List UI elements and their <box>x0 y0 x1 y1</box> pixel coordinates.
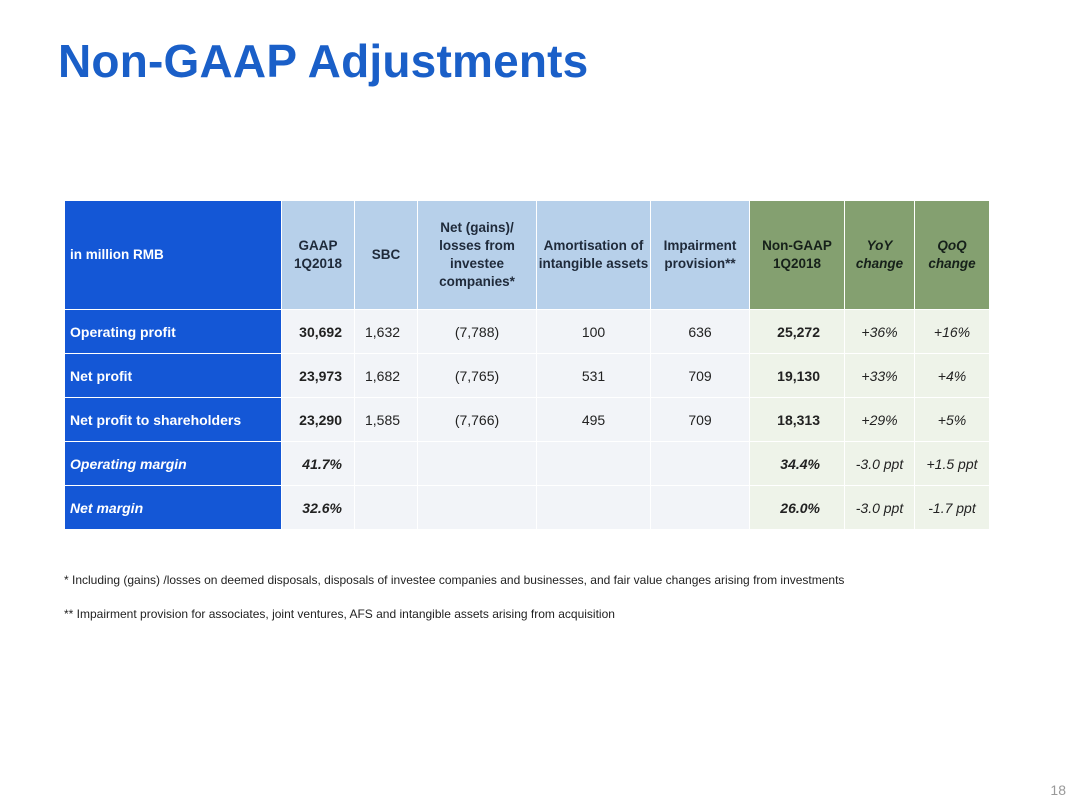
amortisation-value: 531 <box>537 354 650 397</box>
page-title: Non-GAAP Adjustments <box>58 35 589 87</box>
impairment-value: 636 <box>651 310 749 353</box>
sbc-value <box>355 486 417 529</box>
header-qoq: QoQ change <box>915 201 989 309</box>
header-unit: in million RMB <box>65 201 281 309</box>
header-amortisation: Amortisation of intangible assets <box>537 201 650 309</box>
table-row-operating-profit <box>65 310 989 353</box>
qoq-value: +4% <box>915 354 989 397</box>
amortisation-value <box>537 442 650 485</box>
net-gains-value: (7,765) <box>418 354 536 397</box>
gaap-value: 30,692 <box>282 310 354 353</box>
table-row-net-profit <box>65 354 989 397</box>
header-impairment: Impairment provision** <box>651 201 749 309</box>
header-non-gaap: Non-GAAP 1Q2018 <box>750 201 844 309</box>
row-label: Operating margin <box>65 442 281 485</box>
yoy-value: +29% <box>845 398 914 441</box>
yoy-value: -3.0 ppt <box>845 486 914 529</box>
qoq-value: +1.5 ppt <box>915 442 989 485</box>
header-gaap: GAAP 1Q2018 <box>282 201 354 309</box>
net-gains-value: (7,788) <box>418 310 536 353</box>
yoy-value: +36% <box>845 310 914 353</box>
qoq-value: +16% <box>915 310 989 353</box>
row-label: Net profit <box>65 354 281 397</box>
table-row-net-margin <box>65 486 989 529</box>
gaap-value: 23,290 <box>282 398 354 441</box>
table-row-net-profit-shareholders <box>65 398 989 441</box>
qoq-value: -1.7 ppt <box>915 486 989 529</box>
row-label: Operating profit <box>65 310 281 353</box>
gaap-value: 23,973 <box>282 354 354 397</box>
yoy-value: -3.0 ppt <box>845 442 914 485</box>
qoq-value: +5% <box>915 398 989 441</box>
non-gaap-value: 34.4% <box>750 442 844 485</box>
net-gains-value: (7,766) <box>418 398 536 441</box>
amortisation-value: 495 <box>537 398 650 441</box>
header-yoy: YoY change <box>845 201 914 309</box>
non-gaap-value: 19,130 <box>750 354 844 397</box>
gaap-value: 41.7% <box>282 442 354 485</box>
row-label: Net margin <box>65 486 281 529</box>
sbc-value: 1,632 <box>355 310 417 353</box>
net-gains-value <box>418 486 536 529</box>
amortisation-value <box>537 486 650 529</box>
row-label: Net profit to shareholders <box>65 398 281 441</box>
impairment-value <box>651 442 749 485</box>
impairment-value: 709 <box>651 354 749 397</box>
sbc-value: 1,682 <box>355 354 417 397</box>
non-gaap-table <box>64 200 990 530</box>
impairment-value <box>651 486 749 529</box>
footnote-gains: * Including (gains) /losses on deemed disposals, disposals of investee companies and businesses, and fair value changes arising from investments <box>64 573 845 587</box>
page-number: 18 <box>1050 782 1066 798</box>
header-net-gains: Net (gains)/ losses from investee companies* <box>418 201 536 309</box>
yoy-value: +33% <box>845 354 914 397</box>
footnote-impairment: ** Impairment provision for associates, joint ventures, AFS and intangible assets arising from acquisition <box>64 607 615 621</box>
amortisation-value: 100 <box>537 310 650 353</box>
sbc-value: 1,585 <box>355 398 417 441</box>
non-gaap-value: 25,272 <box>750 310 844 353</box>
table-row-operating-margin <box>65 442 989 485</box>
non-gaap-value: 26.0% <box>750 486 844 529</box>
non-gaap-value: 18,313 <box>750 398 844 441</box>
impairment-value: 709 <box>651 398 749 441</box>
sbc-value <box>355 442 417 485</box>
net-gains-value <box>418 442 536 485</box>
gaap-value: 32.6% <box>282 486 354 529</box>
header-sbc: SBC <box>355 201 417 309</box>
